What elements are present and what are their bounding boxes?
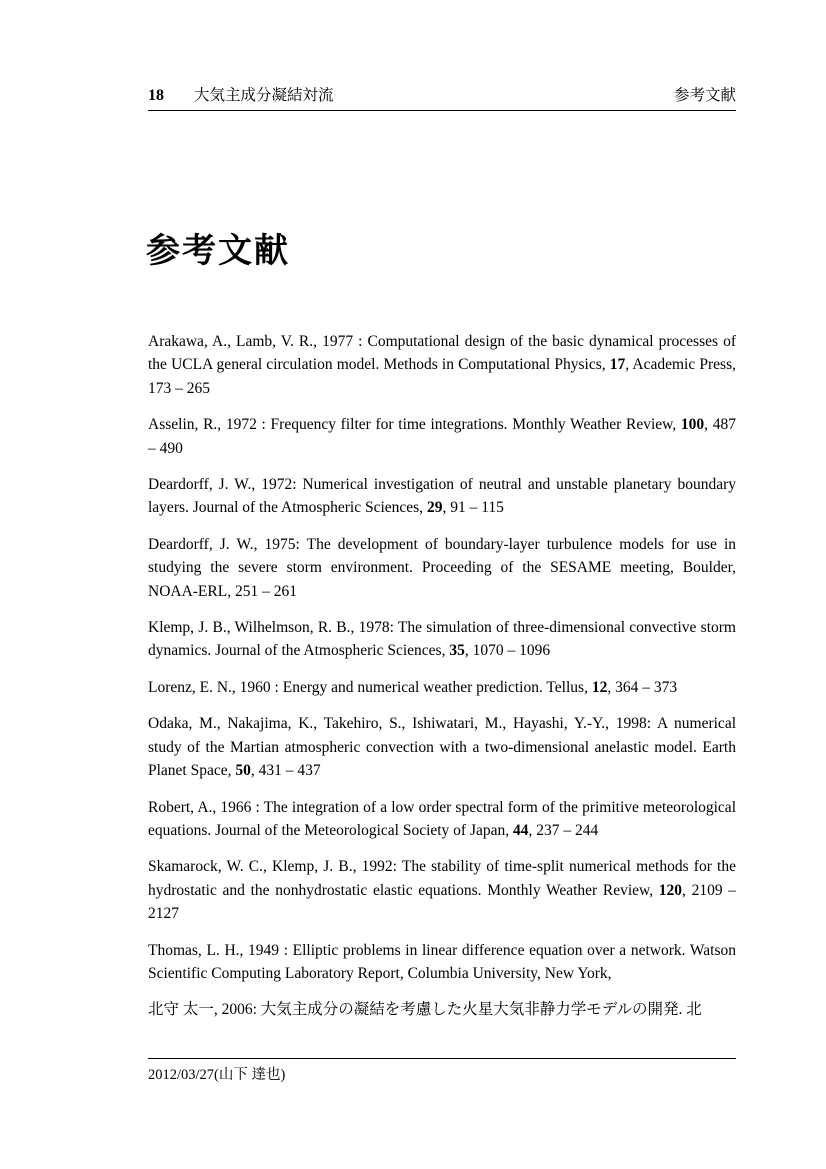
header-rule (148, 110, 736, 111)
chapter-title: 参考文献 (146, 231, 290, 270)
reference-entry: Deardorff, J. W., 1972: Numerical investigation of neutral and unstable planetary boundary layers. Journal of the Atmospheric Sciences, 29, 91 – 115 (148, 476, 736, 517)
reference-entry: Thomas, L. H., 1949 : Elliptic problems in linear difference equation over a network. Watson Scientific Computing Laboratory Report, Columbia University, New York, (148, 941, 736, 982)
running-header (148, 86, 736, 106)
reference-entry: 北守 太一, 2006: 大気主成分の凝結を考慮した火星大気非静力学モデルの開発. 北 (148, 1001, 702, 1019)
reference-entry: Skamarock, W. C., Klemp, J. B., 1992: The stability of time-split numerical methods for the hydrostatic and the nonhydrostatic elastic equations. Monthly Weather Review, 120, 2109 – 2127 (148, 858, 736, 923)
reference-entry: Klemp, J. B., Wilhelmson, R. B., 1978: The simulation of three-dimensional convective storm dynamics. Journal of the Atmospheric Sciences, 35, 1070 – 1096 (148, 619, 736, 660)
page-number: 18 (148, 87, 164, 104)
reference-list (148, 330, 736, 1035)
reference-entry: Robert, A., 1966 : The integration of a low order spectral form of the primitive meteorological equations. Journal of the Meteorological Society of Japan, 44, 237 – 244 (148, 798, 736, 839)
running-title: 大気主成分凝結対流 (194, 87, 334, 104)
reference-entry: Asselin, R., 1972 : Frequency filter for time integrations. Monthly Weather Review, 100, 487 – 490 (148, 416, 736, 457)
header-section-label: 参考文献 (673, 87, 736, 104)
reference-entry: Deardorff, J. W., 1975: The development of boundary-layer turbulence models for use in studying the severe storm environment. Proceeding of the SESAME meeting, Boulder, NOAA-ERL, 251 – 261 (148, 535, 736, 600)
footer-rule (148, 1058, 736, 1059)
reference-entry: Odaka, M., Nakajima, K., Takehiro, S., Ishiwatari, M., Hayashi, Y.-Y., 1998: A numerical study of the Martian atmospheric convection with a two-dimensional anelastic model. Earth Planet Space, 50, 431 – 437 (148, 715, 736, 780)
reference-entry: Arakawa, A., Lamb, V. R., 1977 : Computational design of the basic dynamical processes of the UCLA general circulation model. Methods in Computational Physics, 17, Academic Press, 173 – 265 (148, 333, 736, 397)
reference-entry: Lorenz, E. N., 1960 : Energy and numerical weather prediction. Tellus, 12, 364 – 373 (148, 678, 678, 696)
footer-date-author: 2012/03/27(山下 達也) (148, 1067, 286, 1083)
running-header-left (148, 86, 334, 106)
